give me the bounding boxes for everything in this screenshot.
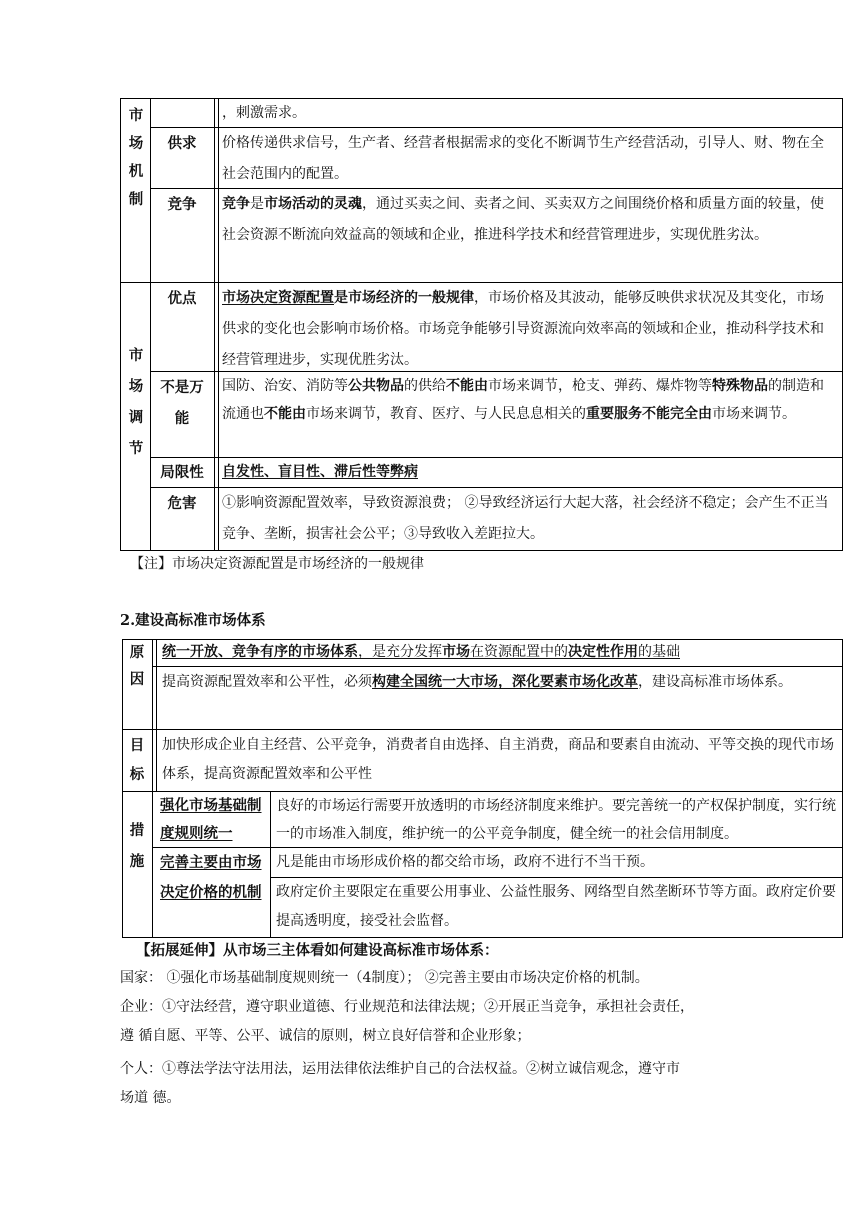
text-limitation: 自发性、盲目性、滞后性等弊病 — [222, 464, 418, 480]
label-not-omnipotent: 不是万能 — [160, 379, 204, 427]
text-advantage: 市场决定资源配置是市场经济的一般规律，市场价格及其波动，能够反映供求状况及其变化，市场供求的变化也会影响市场价格。市场竞争能够引导资源流向效率高的领域和企业，推动科学技术和经营管理进步，实现优胜劣汰。 — [222, 290, 824, 368]
text-not-omnipotent: 国防、治安、消防等公共物品的供给不能由市场来调节，枪支、弹药、爆炸物等特殊物品的制造和流通也不能由市场来调节，教育、医疗、与人民息息相关的重要服务不能完全由市场来调节。 — [222, 378, 824, 422]
label-harm: 危害 — [167, 495, 197, 512]
text-goal: 加快形成企业自主经营、公平竞争，消费者自由选择、自主消费，商品和要素自由流动、平等交换的现代市场体系，提高资源配置效率和公平性 — [162, 737, 834, 782]
text-supply: 价格传递供求信号，生产者、经营者根据需求的变化不断调节生产经营活动，引导人、财、物在全社会范围内的配置。 — [222, 135, 824, 182]
text-measure-2b: 政府定价主要限定在重要公用事业、公益性服务、网络型自然垄断环节等方面。政府定价要提高透明度，接受社会监督。 — [276, 884, 836, 929]
extension-title: 【拓展延伸】从市场三主体看如何建设高标准市场体系： — [136, 942, 499, 959]
label-competition: 竞争 — [167, 196, 197, 213]
label-reason: 原因 — [129, 644, 145, 688]
note-text: 【注】市场决定资源配置是市场经济的一般规律 — [130, 556, 424, 572]
row-continued-text: ，刺激需求。 — [222, 105, 306, 121]
label-goal: 目标 — [129, 737, 145, 783]
extension-enterprise-1: 企业：①守法经营，遵守职业道德、行业规范和法律法规；②开展正当竞争，承担社会责任， — [120, 999, 694, 1015]
text-reason-1: 统一开放、竞争有序的市场体系，是充分发挥市场在资源配置中的决定性作用的基础 — [162, 644, 680, 660]
extension-enterprise-2: 遵 循自愿、平等、公平、诚信的原则，树立良好信誉和企业形象； — [120, 1028, 531, 1044]
extension-country: 国家： ①强化市场基础制度规则统一（4制度）； ②完善主要由市场决定价格的机制。 — [120, 970, 649, 986]
label-limitation: 局限性 — [160, 464, 204, 481]
label-advantage: 优点 — [167, 290, 197, 307]
text-competition: 竞争是市场活动的灵魂，通过买卖之间、卖者之间、买卖双方之间围绕价格和质量方面的较量，使社会资源不断流向效益高的领域和企业，推进科学技术和经营管理进步，实现优胜劣汰。 — [222, 196, 824, 243]
text-measure-1: 良好的市场运行需要开放透明的市场经济制度来维护。要完善统一的产权保护制度，实行统一的市场准入制度，维护统一的公平竞争制度，健全统一的社会信用制度。 — [276, 798, 836, 842]
extension-person-1: 个人：①尊法学法守法用法，运用法律依法维护自己的合法权益。②树立诚信观念，遵守市 — [120, 1061, 680, 1077]
section-title: 2.建设高标准市场体系 — [120, 612, 266, 629]
label-measure-1: 强化市场基础制度规则统一 — [160, 797, 262, 842]
text-measure-2a: 凡是能由市场形成价格的都交给市场，政府不进行不当干预。 — [276, 854, 654, 870]
extension-person-2: 场道 德。 — [120, 1090, 181, 1106]
label-measure: 措施 — [129, 822, 145, 870]
text-reason-2: 提高资源配置效率和公平性，必须构建全国统一大市场，深化要素市场化改革，建设高标准市场体系。 — [162, 674, 792, 690]
label-measure-2: 完善主要由市场决定价格的机制 — [160, 854, 262, 901]
label-supply: 供求 — [167, 135, 197, 152]
text-harm: ①影响资源配置效率，导致资源浪费； ②导致经济运行大起大落，社会经济不稳定；会产生不正当竞争、垄断，损害社会公平；③导致收入差距拉大。 — [222, 495, 829, 542]
group-label-market-regulation: 市场调节 — [128, 347, 144, 457]
group-label-market-mechanism: 市场机制 — [128, 107, 144, 208]
